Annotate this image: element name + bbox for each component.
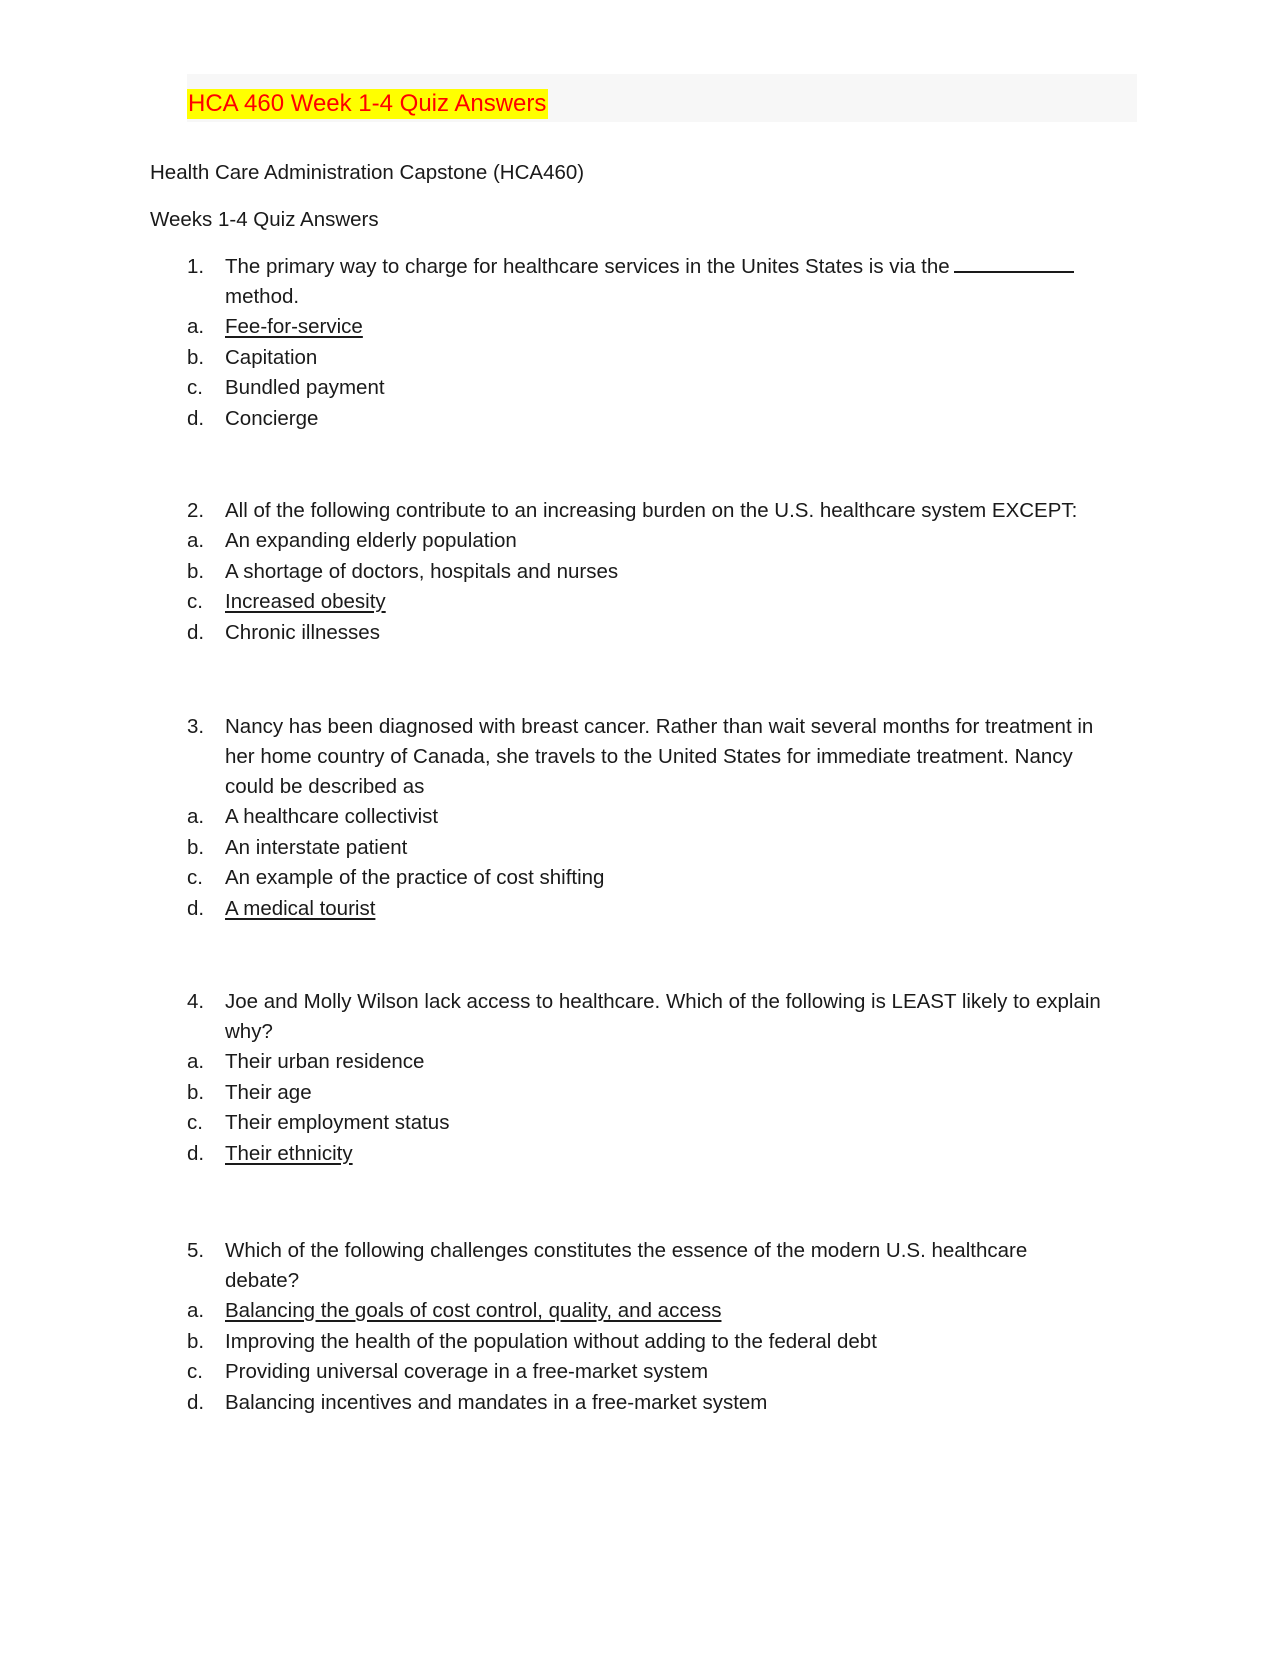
question-number: 4. [187,990,205,1013]
question-text: Which of the following challenges constitutes the essence of the modern U.S. healthcare debate? [225,1239,1028,1292]
answer-option [187,863,1107,894]
answer-option [187,618,1107,649]
option-letter: b. [187,1080,205,1104]
option-text: Their urban residence [225,1050,425,1073]
question-2 [187,496,1107,648]
answer-option [187,1078,1107,1109]
option-text: A healthcare collectivist [225,805,439,828]
question-number: 5. [187,1239,205,1262]
option-text: Chronic illnesses [225,620,380,644]
answer-option [187,526,1107,557]
question-stem [187,496,1107,526]
answer-option [187,1108,1107,1139]
answer-blank [954,253,1074,273]
question-stem [187,1236,1107,1296]
option-letter: a. [187,1299,205,1322]
answer-option [187,404,1107,435]
question-text: Nancy has been diagnosed with breast cancer. Rather than wait several months for treatment in her home country of Canada, she travels to the United States for immediate treatment. Nancy could be described as [225,715,1094,798]
quiz-subtitle: Weeks 1-4 Quiz Answers [150,208,379,231]
option-letter: c. [187,1111,203,1134]
question-number: 2. [187,499,205,522]
option-letter: d. [187,620,205,644]
document-title: HCA 460 Week 1-4 Quiz Answers [188,90,547,117]
answer-option [187,312,1107,343]
answer-option [187,1327,1107,1358]
option-letter: c. [187,1360,203,1383]
answer-option [187,802,1107,833]
option-text: An expanding elderly population [225,529,517,552]
option-letter: a. [187,529,205,552]
question-stem [187,252,1107,312]
option-text: A shortage of doctors, hospitals and nurses [225,559,619,583]
option-text-correct: A medical tourist [225,896,376,920]
option-text: Their employment status [225,1111,450,1134]
option-letter: b. [187,345,205,369]
option-letter: d. [187,1390,205,1414]
option-letter: d. [187,1141,205,1165]
question-stem [187,712,1107,802]
question-4 [187,987,1107,1169]
question-text: All of the following contribute to an increasing burden on the U.S. healthcare system EXCEPT: [225,499,1078,522]
course-name: Health Care Administration Capstone (HCA460) [150,161,585,184]
option-text: Providing universal coverage in a free-market system [225,1360,709,1383]
option-letter: b. [187,559,205,583]
option-letter: b. [187,835,205,859]
answer-option [187,587,1107,618]
option-letter: a. [187,315,205,338]
option-text: An interstate patient [225,835,408,859]
question-text: The primary way to charge for healthcare services in the Unites States is via the method. [225,252,1107,312]
answer-option [187,343,1107,374]
option-letter: d. [187,406,205,430]
option-text: An example of the practice of cost shifting [225,866,605,889]
option-text: Concierge [225,406,319,430]
answer-option [187,373,1107,404]
answer-option [187,557,1107,588]
option-letter: c. [187,866,203,889]
option-letter: a. [187,805,205,828]
option-text: Their age [225,1080,312,1104]
option-letter: a. [187,1050,205,1073]
option-text-correct: Balancing the goals of cost control, quality, and access [225,1299,722,1322]
question-text: Joe and Molly Wilson lack access to healthcare. Which of the following is LEAST likely to explain why? [225,990,1101,1043]
question-3 [187,712,1107,924]
answer-option [187,1139,1107,1170]
option-text-correct: Increased obesity [225,590,386,613]
question-1 [187,252,1107,434]
answer-option [187,833,1107,864]
option-letter: c. [187,590,203,613]
answer-option [187,1047,1107,1078]
option-letter: c. [187,376,203,399]
option-text-correct: Fee-for-service [225,315,363,338]
answer-option [187,894,1107,925]
answer-option [187,1296,1107,1327]
question-5 [187,1236,1107,1418]
question-stem [187,987,1107,1047]
option-text: Capitation [225,345,318,369]
option-text-correct: Their ethnicity [225,1141,353,1165]
answer-option [187,1388,1107,1419]
option-letter: b. [187,1329,205,1353]
question-number: 1. [187,255,205,278]
option-text: Balancing incentives and mandates in a free-market system [225,1390,768,1414]
option-text: Improving the health of the population without adding to the federal debt [225,1329,877,1353]
option-letter: d. [187,896,205,920]
answer-option [187,1357,1107,1388]
option-text: Bundled payment [225,376,385,399]
question-number: 3. [187,715,205,738]
